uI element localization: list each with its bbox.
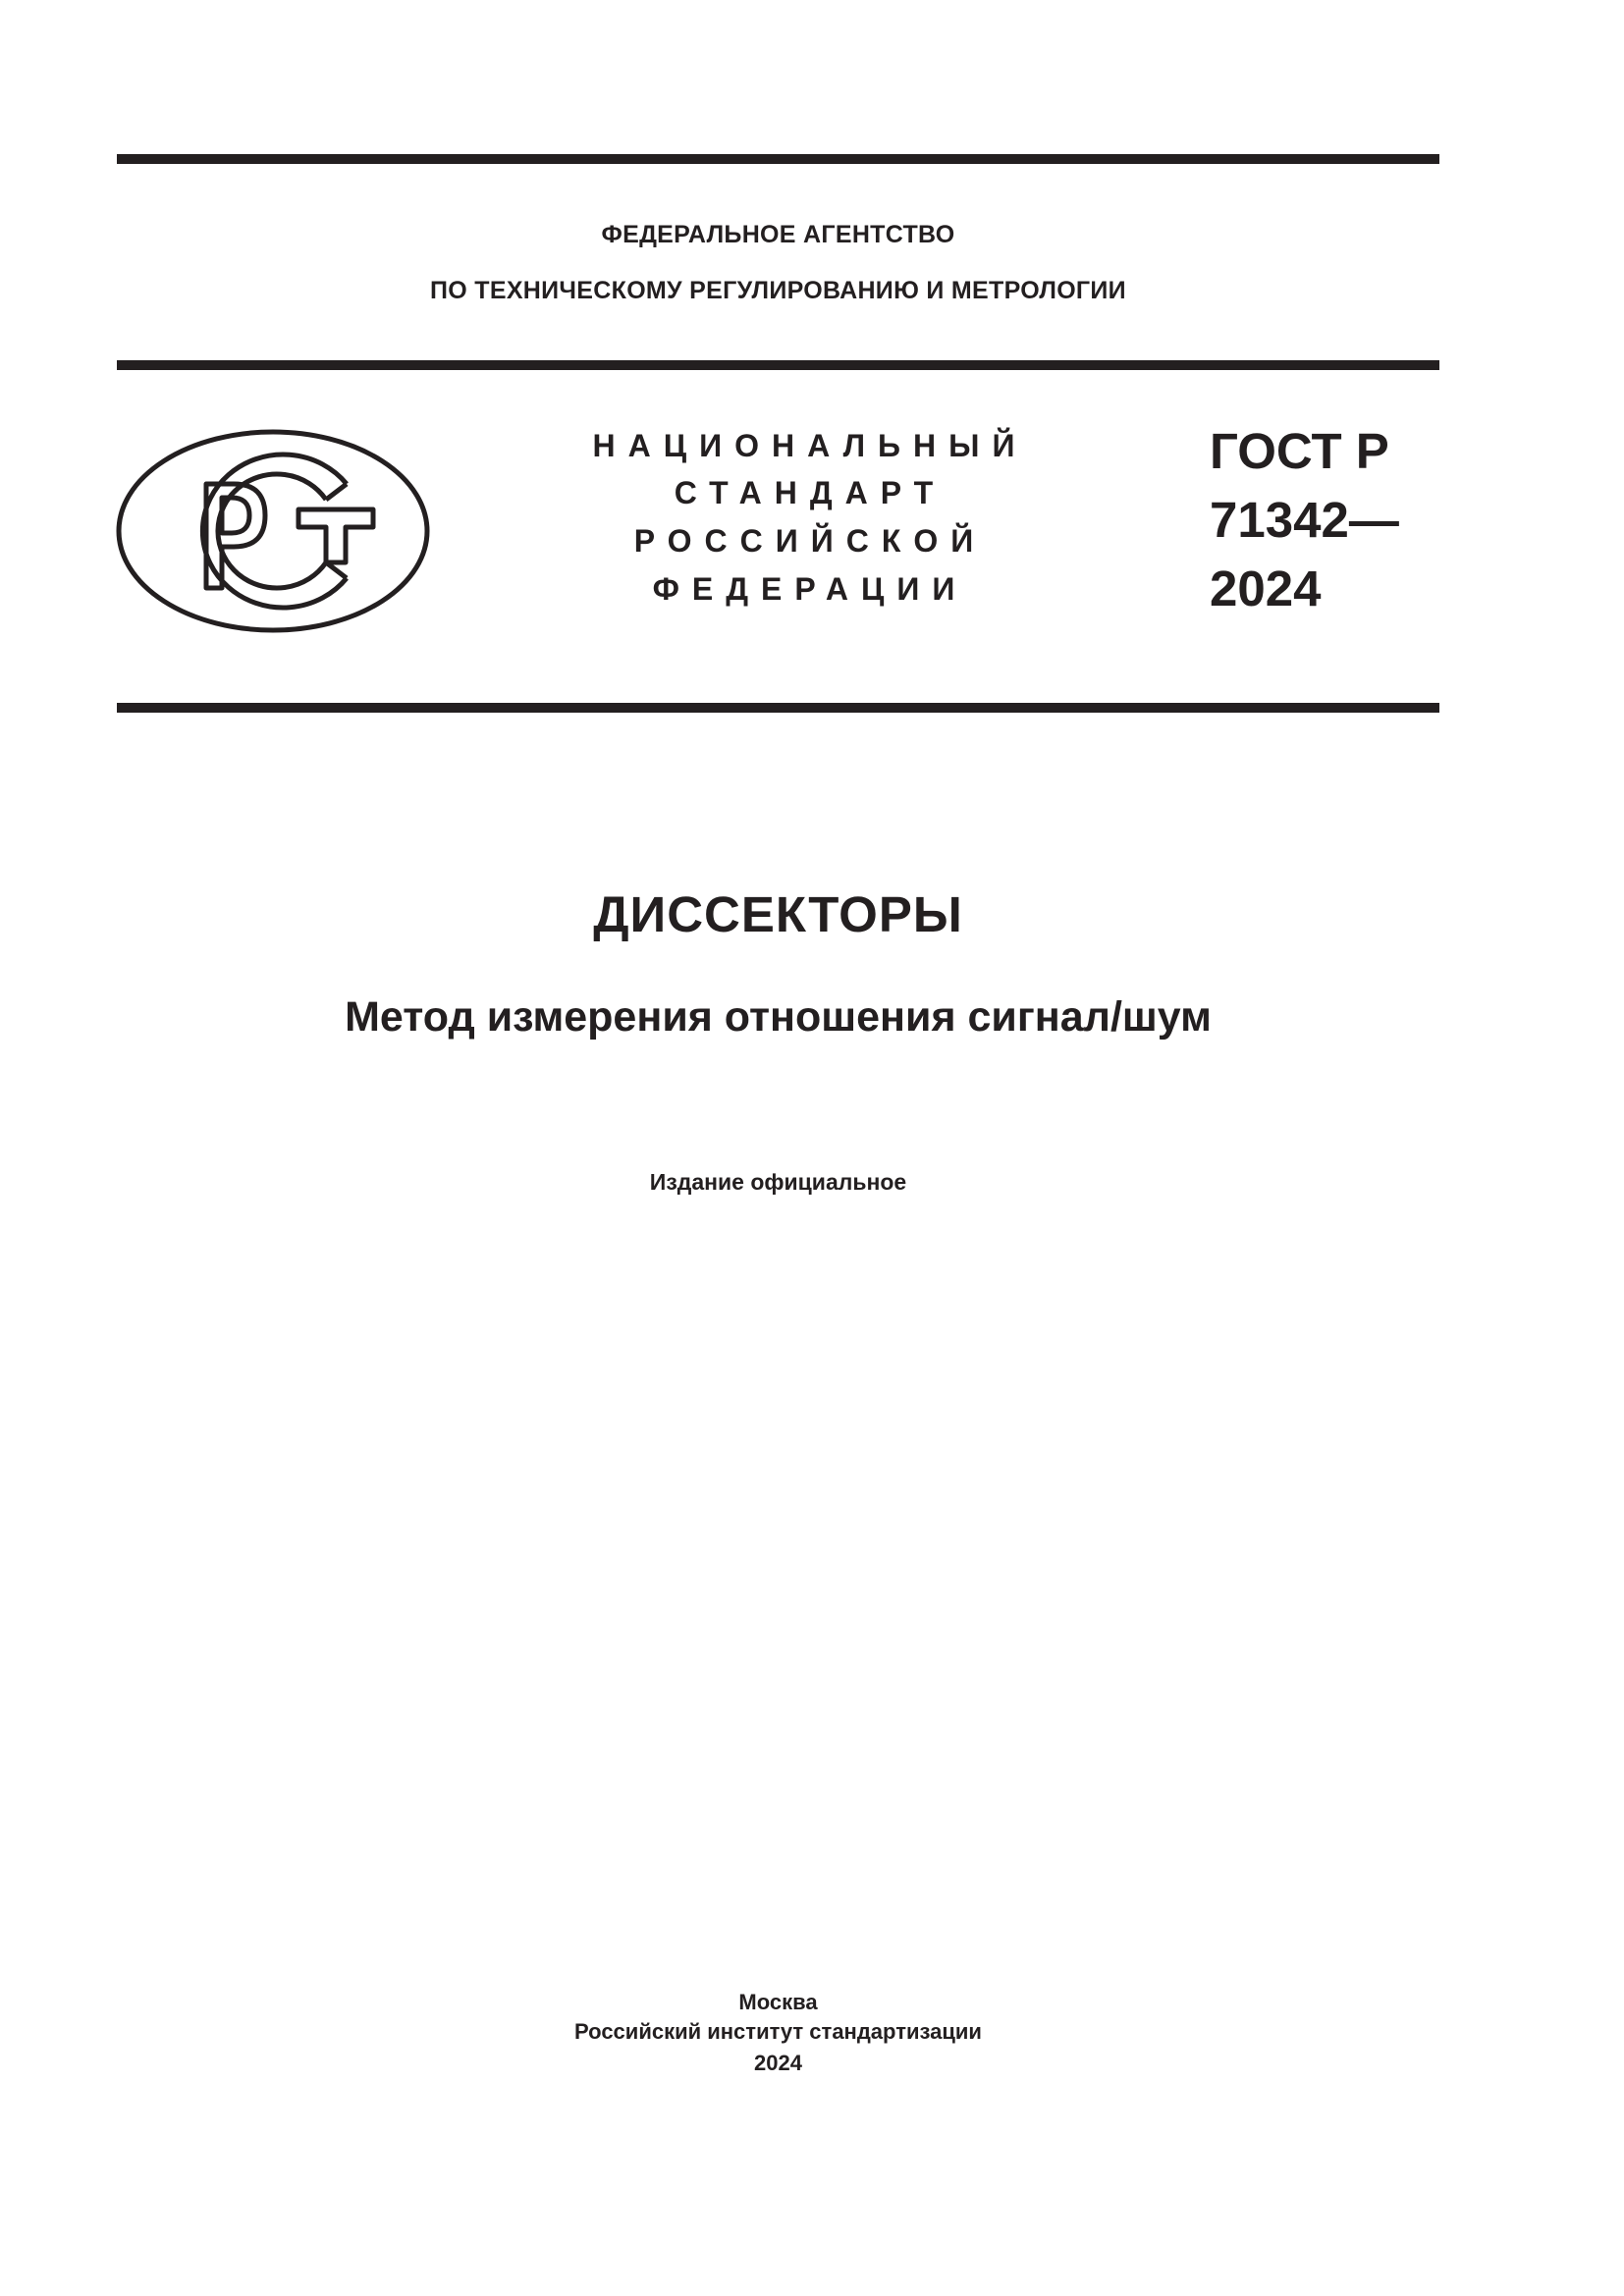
imprint-publisher: Российский институт стандартизации [574, 2019, 982, 2044]
rst-certification-mark-icon [116, 429, 430, 633]
national-standard-line-2: СТАНДАРТ [674, 475, 947, 510]
imprint-year: 2024 [754, 2051, 802, 2075]
standard-designation-year: 2024 [1210, 561, 1322, 616]
national-standard-line-1: НАЦИОНАЛЬНЫЙ [592, 428, 1028, 463]
document-subtitle: Метод измерения отношения сигнал/шум [345, 993, 1212, 1041]
national-standard-line-3: РОССИЙСКОЙ [633, 523, 987, 559]
agency-name-line-1: ФЕДЕРАЛЬНОЕ АГЕНТСТВО [601, 221, 955, 248]
top-rule [117, 154, 1439, 164]
agency-name-line-2: ПО ТЕХНИЧЕСКОМУ РЕГУЛИРОВАНИЮ И МЕТРОЛОГИИ [430, 277, 1126, 304]
bottom-header-rule [117, 703, 1439, 713]
imprint-city: Москва [738, 1990, 818, 2014]
standard-designation-prefix: ГОСТ Р [1210, 423, 1389, 479]
standard-designation-number: 71342— [1210, 492, 1399, 548]
document-title: ДИССЕКТОРЫ [593, 886, 963, 942]
national-standard-line-4: ФЕДЕРАЦИИ [652, 571, 968, 607]
edition-note: Издание официальное [649, 1169, 907, 1195]
header-rule [117, 360, 1439, 370]
